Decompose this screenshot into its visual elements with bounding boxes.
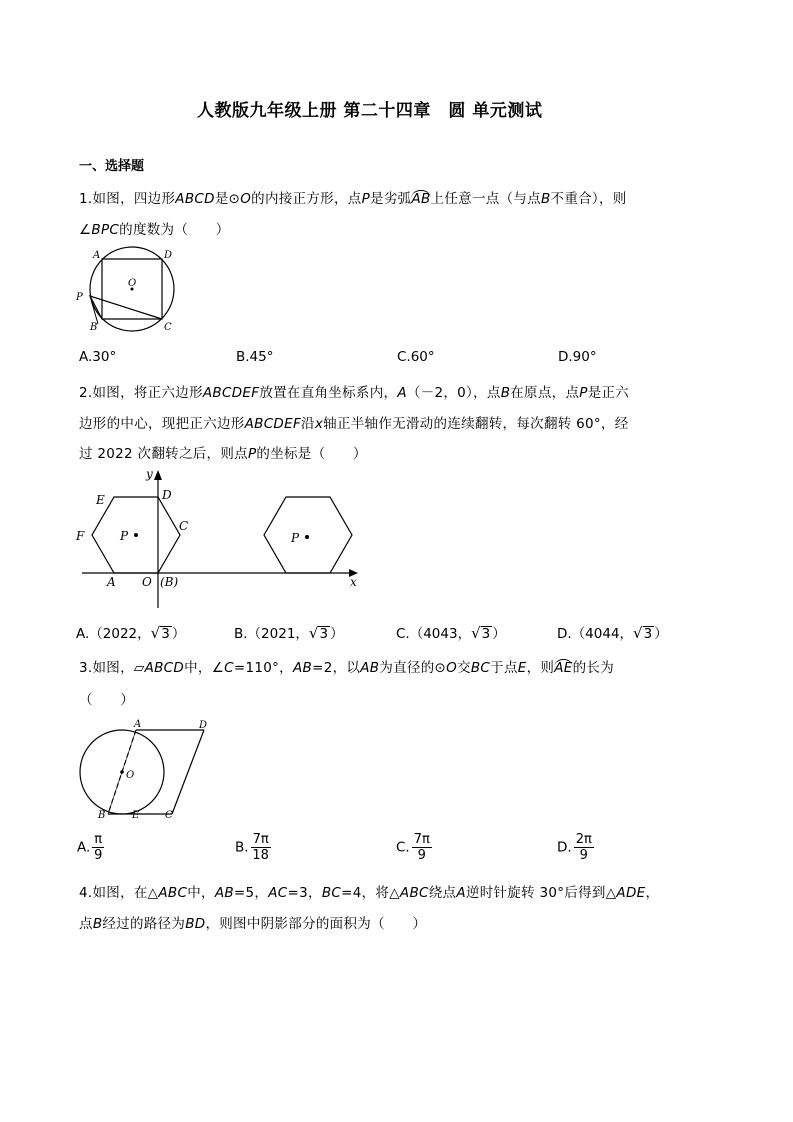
center-p-dot xyxy=(134,533,138,537)
q2-option-c[interactable]: C.（4043，√3 ） xyxy=(396,624,506,642)
label-c: C xyxy=(179,519,189,533)
center-p-dot-2 xyxy=(305,535,309,539)
label-b: B xyxy=(90,322,98,333)
label-p-2: P xyxy=(291,531,300,545)
question-2-figure xyxy=(72,466,364,612)
arc-ab-label: AB xyxy=(411,191,431,207)
label-d: D xyxy=(199,720,208,731)
label-b: (B) xyxy=(160,575,179,589)
question-3-figure xyxy=(72,716,218,820)
side-dc xyxy=(172,730,204,814)
question-2-line-3: 过 2022 次翻转之后，则点P的坐标是（ ） xyxy=(79,446,367,462)
label-b: B xyxy=(98,810,106,820)
q1-option-c[interactable]: C.60° xyxy=(397,349,435,365)
q2-option-a[interactable]: A.（2022，√3 ） xyxy=(76,624,186,642)
question-1-figure xyxy=(72,244,184,336)
q3-option-b[interactable]: B. $\frac{7\pi}{18}$ xyxy=(235,832,269,863)
label-c: C xyxy=(165,810,173,820)
question-1-line-1: 1.如图，四边形ABCD是⊙O的内接正方形，点P是劣弧AB上任意一点（与点B不重合），则 xyxy=(79,191,627,207)
label-c: C xyxy=(164,322,172,333)
label-a: A xyxy=(107,575,116,589)
question-2-line-1: 2.如图，将正六边形ABCDEF放置在直角坐标系内，A（－2，0），点B在原点，点P是正六 xyxy=(79,385,630,401)
q3-option-c[interactable]: C. $\frac{7\pi}{9}$ xyxy=(396,832,430,863)
q2-option-d[interactable]: D.（4044，√3 ） xyxy=(557,624,668,642)
section-heading: 一、选择题 xyxy=(79,159,145,174)
center-o-dot xyxy=(120,770,124,774)
q2-option-b[interactable]: B.（2021，√3 ） xyxy=(234,624,344,642)
label-e: E xyxy=(132,810,140,820)
label-e: E xyxy=(96,493,105,507)
label-d: D xyxy=(164,250,173,261)
question-1-line-2: ∠BPC的度数为（ ） xyxy=(79,222,230,238)
label-a: A xyxy=(93,250,101,261)
question-4-line-2: 点B经过的路径为BD，则图中阴影部分的面积为（ ） xyxy=(79,916,427,932)
label-p: P xyxy=(76,292,83,303)
arc-ae-label: AE xyxy=(554,660,573,676)
question-3-line-1: 3.如图，▱ABCD中，∠C=110°，AB=2，以AB为直径的⊙O交BC于点E，则AE的长为 xyxy=(79,660,615,676)
label-f: F xyxy=(76,529,85,543)
question-2-line-2: 边形的中心，现把正六边形ABCDEF沿x轴正半轴作无滑动的连续翻转，每次翻转 60°，经 xyxy=(79,416,629,432)
label-o: O xyxy=(142,575,152,589)
y-axis-arrow-icon xyxy=(154,470,162,480)
label-d: D xyxy=(162,488,172,502)
q3-option-d[interactable]: D. $\frac{2\pi}{9}$ xyxy=(557,832,592,863)
q1-option-d[interactable]: D.90° xyxy=(558,349,597,365)
question-3-line-2: （ ） xyxy=(79,692,135,708)
q1-option-a[interactable]: A.30° xyxy=(79,349,117,365)
label-a: A xyxy=(134,719,142,730)
q1-option-b[interactable]: B.45° xyxy=(236,349,274,365)
label-o: O xyxy=(128,278,137,289)
label-o: O xyxy=(126,770,135,781)
page-title: 人教版九年级上册 第二十四章 圆 单元测试 xyxy=(197,101,543,121)
label-y: y xyxy=(146,467,153,481)
angle-bpc-lines xyxy=(90,296,162,319)
q3-option-a[interactable]: A. $\frac{\pi}{9}$ xyxy=(77,832,103,863)
question-4-line-1: 4.如图，在△ABC中，AB=5，AC=3，BC=4，将△ABC绕点A逆时针旋转 30°后得到△ADE， xyxy=(79,885,660,901)
hexagon-after-rotation xyxy=(264,497,352,573)
label-p: P xyxy=(120,529,129,543)
label-x: x xyxy=(350,575,357,589)
